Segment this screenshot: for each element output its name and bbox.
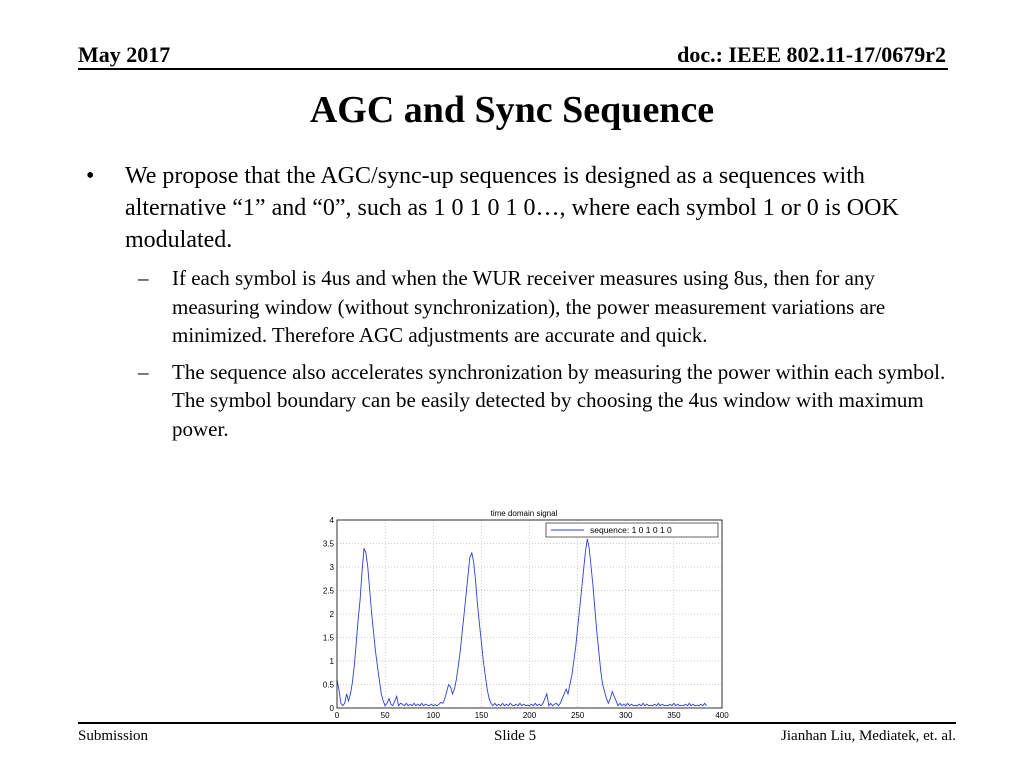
legend-label: sequence: 1 0 1 0 1 0 xyxy=(590,525,672,535)
sub-bullet-item xyxy=(86,264,946,350)
x-tick-label: 400 xyxy=(715,711,729,720)
y-tick-label: 0 xyxy=(329,704,334,713)
bullet-mark: • xyxy=(86,163,95,189)
header-divider xyxy=(78,68,948,70)
sub-bullet-text: If each symbol is 4us and when the WUR receiver measures using 8us, then for any measuring window (without synchronization), the power measurement variations are minimized. Therefore AGC adjustments are accurate and quick. xyxy=(172,266,886,347)
x-tick-label: 100 xyxy=(426,711,440,720)
footer-authors: Jianhan Liu, Mediatek, et. al. xyxy=(781,728,956,744)
x-tick-label: 0 xyxy=(334,711,340,720)
slide-body xyxy=(86,160,946,443)
chart-title: time domain signal xyxy=(490,509,558,518)
y-tick-label: 2 xyxy=(329,610,334,619)
chart-svg xyxy=(306,505,730,725)
signal-chart xyxy=(306,505,730,725)
sub-bullet-mark: – xyxy=(138,359,149,384)
bullet-item xyxy=(86,160,946,256)
bullet-text: We propose that the AGC/sync-up sequences is designed as a sequences with alternative “1” and “0”, such as 1 0 1 0 1 0…, where each symbol 1 or 0 is OOK modulated. xyxy=(125,163,899,253)
y-tick-label: 3 xyxy=(329,563,334,572)
y-tick-label: 3.5 xyxy=(322,539,334,549)
header-date: May 2017 xyxy=(78,42,171,67)
series-line xyxy=(337,539,707,706)
header-doc-id: doc.: IEEE 802.11-17/0679r2 xyxy=(677,42,946,67)
y-tick-label: 2.5 xyxy=(322,586,334,596)
y-tick-label: 1 xyxy=(329,657,334,666)
chart-legend xyxy=(546,523,718,537)
footer-divider xyxy=(78,722,956,724)
y-tick-label: 0.5 xyxy=(322,680,334,690)
sub-bullet-mark: – xyxy=(138,266,149,290)
x-tick-label: 350 xyxy=(667,711,681,720)
x-tick-label: 150 xyxy=(474,711,489,720)
x-tick-label: 200 xyxy=(522,711,537,720)
y-tick-label: 4 xyxy=(329,516,334,525)
footer-submission: Submission xyxy=(78,728,149,744)
footer-slide-number: Slide 5 xyxy=(494,728,537,744)
slide-title: AGC and Sync Sequence xyxy=(309,89,715,131)
x-tick-label: 50 xyxy=(380,711,390,720)
x-tick-label: 300 xyxy=(619,711,633,720)
y-tick-label: 1.5 xyxy=(322,633,334,643)
x-tick-label: 250 xyxy=(570,711,585,720)
sub-bullet-text: The sequence also accelerates synchronization by measuring the power within each symbol. The symbol boundary can be easily detected by choosing the 4us window with maximum power. xyxy=(172,359,946,441)
sub-bullet-item xyxy=(86,358,946,444)
